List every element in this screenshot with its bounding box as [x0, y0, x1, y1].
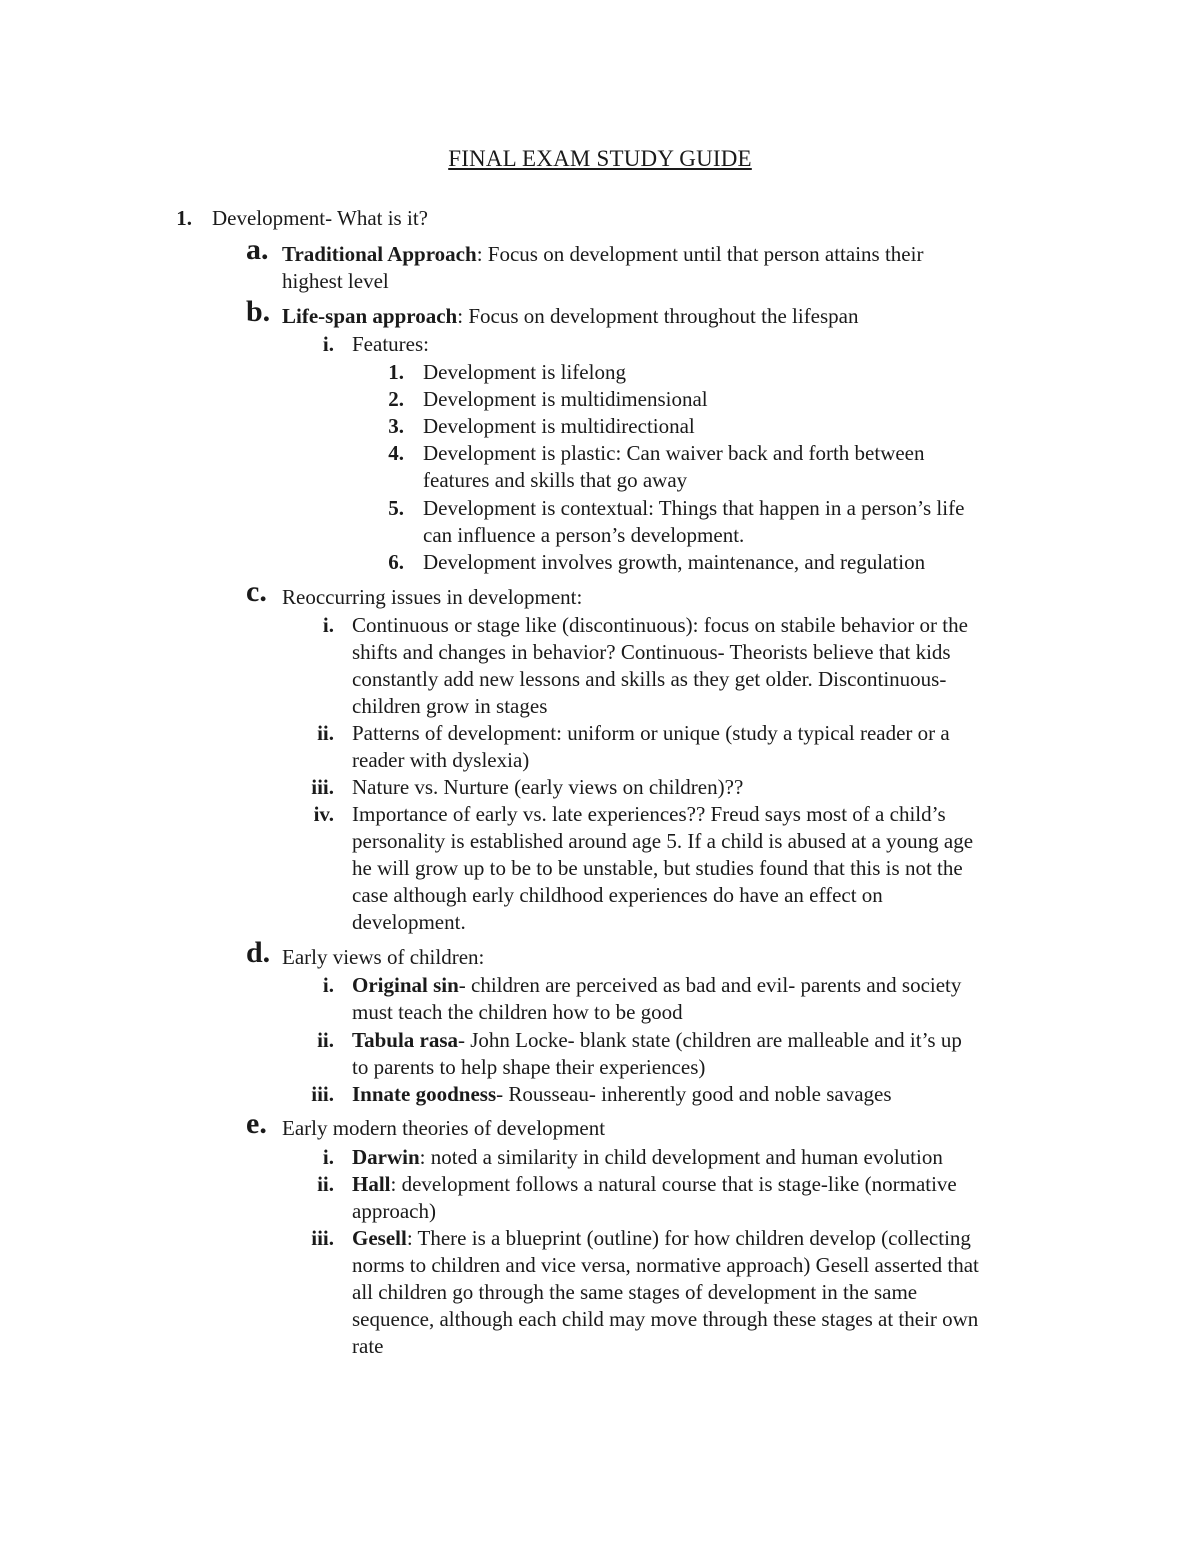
feature-1-num: 1.: [388, 360, 404, 384]
item-b-marker: b.: [246, 295, 271, 328]
feature-5-text-cont: can influence a person’s development.: [423, 523, 745, 547]
item-d-marker: d.: [246, 936, 271, 969]
item-a-text: : Focus on development until that person attains their: [476, 242, 924, 266]
theory-3-line4: sequence, although each child may move through these stages at their own: [352, 1307, 979, 1331]
feature-6-num: 6.: [388, 550, 404, 574]
view-2-bold: Tabula rasa: [352, 1028, 459, 1052]
features-label: Features:: [352, 332, 429, 356]
theory-1-bold: Darwin: [352, 1145, 420, 1169]
view-1-line2: must teach the children how to be good: [352, 1000, 683, 1024]
issue-3-marker: iii.: [311, 775, 334, 799]
issue-4-line2: personality is established around age 5. If a child is abused at a young age: [352, 829, 974, 853]
page-title: FINAL EXAM STUDY GUIDE: [448, 146, 752, 171]
feature-3-num: 3.: [388, 414, 404, 438]
item-a-bold: Traditional Approach: [282, 242, 477, 266]
view-3-line1: [352, 1081, 892, 1108]
feature-3-text: Development is multidirectional: [423, 414, 695, 438]
feature-6-text: Development involves growth, maintenance, and regulation: [423, 550, 926, 574]
theory-2-text: : development follows a natural course that is stage-like (normative: [390, 1172, 957, 1196]
issue-1-marker: i.: [322, 613, 334, 637]
item-c-marker: c.: [246, 575, 267, 608]
theory-2-marker: ii.: [317, 1172, 334, 1196]
view-1-marker: i.: [322, 973, 334, 997]
issue-1-line3: constantly add new lessons and skills as they get older. Discontinuous-: [352, 667, 947, 691]
feature-5-num: 5.: [388, 496, 404, 520]
issue-2-marker: ii.: [317, 721, 334, 745]
theory-1-marker: i.: [322, 1145, 334, 1169]
issue-4-line3: he will grow up to be to be unstable, but studies found that this is not the: [352, 856, 963, 880]
view-1-line1: [352, 972, 961, 999]
issue-4-line4: case although early childhood experiences do have an effect on: [352, 883, 883, 907]
theory-3-line5: rate: [352, 1334, 384, 1358]
issue-4-line1: Importance of early vs. late experiences?? Freud says most of a child’s: [352, 802, 946, 826]
item-b-line1: [282, 303, 859, 330]
view-3-text: - Rousseau- inherently good and noble savages: [496, 1082, 892, 1106]
theory-1-text: : noted a similarity in child development and human evolution: [419, 1145, 943, 1169]
theory-2-bold: Hall: [352, 1172, 391, 1196]
section-number: 1.: [176, 206, 192, 230]
item-a-marker: a.: [246, 233, 269, 266]
item-e-heading: Early modern theories of development: [282, 1116, 606, 1140]
issue-4-line5: development.: [352, 910, 466, 934]
item-a-line1: [282, 241, 923, 268]
theory-3-line3: all children go through the same stages of development in the same: [352, 1280, 918, 1304]
theory-2-line2: approach): [352, 1199, 436, 1223]
section-heading: Development- What is it?: [212, 206, 428, 230]
item-b-bold: Life-span approach: [282, 304, 458, 328]
issue-2-line1: Patterns of development: uniform or unique (study a typical reader or a: [352, 721, 950, 745]
item-a-line2: highest level: [282, 269, 389, 293]
theory-3-bold: Gesell: [352, 1226, 407, 1250]
view-2-text: - John Locke- blank state (children are malleable and it’s up: [458, 1028, 962, 1052]
features-marker: i.: [322, 332, 334, 356]
issue-2-line2: reader with dyslexia): [352, 748, 530, 772]
feature-2-num: 2.: [388, 387, 404, 411]
view-2-marker: ii.: [317, 1028, 334, 1052]
feature-2-text: Development is multidimensional: [423, 387, 708, 411]
issue-1-line2: shifts and changes in behavior? Continuous- Theorists believe that kids: [352, 640, 951, 664]
issue-4-marker: iv.: [313, 802, 334, 826]
theory-1-line1: [352, 1144, 943, 1171]
feature-4-text-cont: features and skills that go away: [423, 468, 688, 492]
feature-5-text: Development is contextual: Things that happen in a person’s life: [423, 496, 965, 520]
item-c-heading: Reoccurring issues in development:: [282, 585, 583, 609]
feature-1-text: Development is lifelong: [423, 360, 626, 384]
item-b-text: : Focus on development throughout the lifespan: [457, 304, 859, 328]
feature-4-text: Development is plastic: Can waiver back and forth between: [423, 441, 925, 465]
theory-3-text: : There is a blueprint (outline) for how children develop (collecting: [406, 1226, 971, 1250]
view-1-bold: Original sin: [352, 973, 459, 997]
view-2-line2: to parents to help shape their experiences): [352, 1055, 706, 1079]
theory-3-marker: iii.: [311, 1226, 334, 1250]
item-d-heading: Early views of children:: [282, 945, 485, 969]
item-e-marker: e.: [246, 1107, 267, 1140]
theory-3-line2: norms to children and vice versa, normative approach) Gesell asserted that: [352, 1253, 979, 1277]
issue-1-line4: children grow in stages: [352, 694, 548, 718]
theory-2-line1: [352, 1171, 957, 1198]
theory-3-line1: [352, 1225, 971, 1252]
issue-3-line1: Nature vs. Nurture (early views on children)??: [352, 775, 744, 799]
feature-4-num: 4.: [388, 441, 404, 465]
issue-1-line1: Continuous or stage like (discontinuous): focus on stabile behavior or the: [352, 613, 968, 637]
view-1-text: - children are perceived as bad and evil- parents and society: [458, 973, 962, 997]
view-3-marker: iii.: [311, 1082, 334, 1106]
view-3-bold: Innate goodness: [352, 1082, 497, 1106]
view-2-line1: [352, 1027, 962, 1054]
